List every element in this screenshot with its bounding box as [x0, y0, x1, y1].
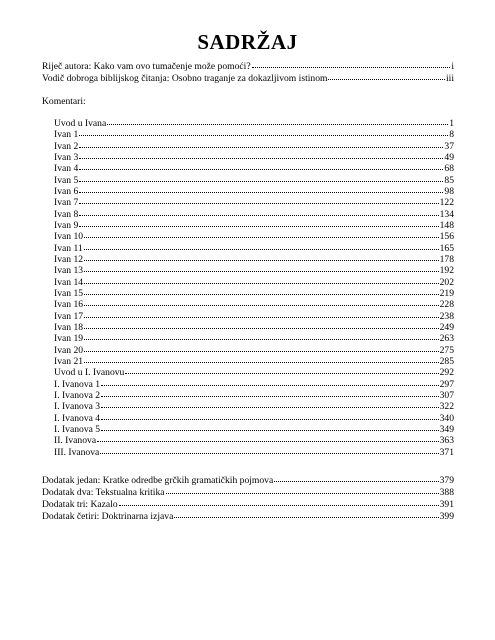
dot-leader [166, 485, 439, 494]
toc-entry-label: Ivan 2 [54, 140, 79, 152]
toc-entry-label: Ivan 9 [54, 219, 79, 231]
toc-entry-label: Uvod u Ivana [54, 118, 107, 129]
toc-entry-label: I. Ivanova 5 [54, 423, 101, 435]
dot-leader [79, 173, 443, 182]
toc-entry-page: 134 [439, 208, 454, 220]
dot-leader [100, 445, 438, 454]
toc-entry-page: 219 [439, 287, 454, 299]
dot-leader [79, 139, 443, 148]
dot-leader [101, 388, 439, 397]
dot-leader [79, 218, 438, 227]
dot-leader [84, 263, 439, 272]
dot-leader [84, 331, 439, 340]
dot-leader [119, 497, 439, 506]
toc-entry-label: Ivan 15 [54, 287, 84, 299]
dot-leader [79, 150, 443, 159]
dot-leader [84, 241, 439, 250]
toc-entry-page: 156 [439, 231, 454, 243]
toc-entry-label: I. Ivanova 2 [54, 389, 101, 401]
toc-entry-page: 263 [439, 333, 454, 345]
toc-entry-page: 379 [439, 475, 454, 486]
toc-entry-label: Dodatak dva: Tekstualna kritika [42, 487, 165, 498]
toc-entry-page: 238 [439, 310, 454, 322]
toc-entry-page: 285 [439, 355, 454, 367]
toc-entry-page: 249 [439, 321, 454, 333]
toc-entry-page: 148 [439, 219, 454, 231]
dot-leader [79, 195, 438, 204]
toc-entry-label: I. Ivanova 3 [54, 401, 101, 413]
toc-entry-page: 363 [439, 435, 454, 447]
toc-entry-label: I. Ivanova 1 [54, 378, 101, 390]
toc-entry-page: 307 [439, 389, 454, 401]
dot-leader [84, 297, 439, 306]
toc-entry-page: 49 [444, 151, 454, 163]
toc-entry-label: Ivan 20 [54, 344, 84, 356]
toc-entry-label: Dodatak četiri: Doktrinarna izjava [42, 511, 174, 522]
dot-leader [84, 275, 439, 284]
toc-entry-page: 178 [439, 253, 454, 265]
toc-entry-page: 37 [444, 140, 454, 152]
dot-leader [84, 354, 439, 363]
toc-entry-page: 340 [439, 412, 454, 424]
toc-entry-page: 85 [444, 174, 454, 186]
dot-leader [79, 207, 438, 216]
dot-leader [84, 252, 439, 261]
toc-entry-page: i [451, 61, 454, 72]
toc-entry-label: Ivan 5 [54, 174, 79, 186]
toc-entry-page: 192 [439, 265, 454, 277]
dot-leader [101, 399, 439, 408]
page-title: SADRŽAJ [197, 30, 298, 54]
dot-leader [125, 365, 438, 374]
toc-entry-page: 349 [439, 423, 454, 435]
toc-entry-page: 391 [439, 499, 454, 510]
dot-leader [79, 127, 448, 136]
toc-entry-label: Ivan 10 [54, 231, 84, 243]
toc-entry-label: Ivan 17 [54, 310, 84, 322]
toc-entry-page: 371 [439, 446, 454, 458]
toc-entry-label: III. Ivanova [54, 446, 100, 458]
toc-entry-page: 297 [439, 378, 454, 390]
toc-entry-page: 8 [449, 129, 454, 141]
toc-entry-label: Ivan 13 [54, 265, 84, 277]
toc-entry-page: 228 [439, 299, 454, 311]
toc-entry-page: iii [446, 73, 454, 84]
toc-entry-page: 165 [439, 242, 454, 254]
toc-entry-label: Ivan 21 [54, 355, 84, 367]
toc-entry[interactable] [54, 446, 454, 459]
dot-leader [101, 377, 439, 386]
toc-entry-label: Ivan 12 [54, 253, 84, 265]
toc-entry-page: 322 [439, 401, 454, 413]
toc-entry-label: Ivan 14 [54, 276, 84, 288]
toc-entry[interactable] [42, 72, 454, 85]
dot-leader [79, 184, 443, 193]
toc-entry-label: Ivan 19 [54, 333, 84, 345]
toc-entry-label: Uvod u I. Ivanovu [54, 367, 125, 379]
toc-entry-label: I. Ivanova 4 [54, 412, 101, 424]
toc-entry-label: Ivan 11 [54, 242, 83, 254]
toc-entry-page: 399 [439, 511, 454, 522]
toc-entry-label: Ivan 1 [54, 129, 79, 141]
dot-leader [101, 422, 439, 431]
toc-entry-page: 275 [439, 344, 454, 356]
dot-leader [97, 433, 439, 442]
dot-leader [84, 229, 439, 238]
toc-entry-label: Ivan 8 [54, 208, 79, 220]
toc-entry-label: Dodatak jedan: Kratke odredbe grčkih gramatičkih pojmova [42, 475, 274, 486]
toc-entry-page: 388 [439, 487, 454, 498]
toc-entry-label: Vodič dobroga biblijskog čitanja: Osobno traganje za dokazljivom istinom [42, 73, 328, 84]
dot-leader [84, 320, 439, 329]
section-heading: Komentari: [42, 96, 86, 107]
dot-leader [79, 161, 443, 170]
toc-entry[interactable] [42, 510, 454, 523]
dot-leader [252, 59, 451, 68]
dot-leader [84, 286, 439, 295]
toc-entry-label: II. Ivanova [54, 435, 97, 447]
toc-entry-page: 292 [439, 367, 454, 379]
toc-entry-label: Ivan 16 [54, 299, 84, 311]
toc-entry-label: Ivan 3 [54, 151, 79, 163]
toc-entry-label: Dodatak tri: Kazalo [42, 499, 118, 510]
dot-leader [328, 71, 445, 80]
toc-entry-label: Ivan 7 [54, 197, 79, 209]
dot-leader [84, 309, 439, 318]
dot-leader [174, 509, 438, 518]
toc-entry-page: 98 [444, 185, 454, 197]
toc-entry-page: 202 [439, 276, 454, 288]
dot-leader [107, 116, 448, 125]
dot-leader [84, 343, 439, 352]
toc-entry-label: Ivan 6 [54, 185, 79, 197]
toc-entry-label: Ivan 4 [54, 163, 79, 175]
toc-entry-label: Riječ autora: Kako vam ovo tumačenje može pomoći? [42, 61, 251, 72]
toc-entry-page: 122 [439, 197, 454, 209]
toc-entry-page: 1 [449, 118, 454, 129]
dot-leader [101, 411, 439, 420]
toc-entry-page: 68 [444, 163, 454, 175]
toc-entry-label: Ivan 18 [54, 321, 84, 333]
dot-leader [274, 473, 438, 482]
